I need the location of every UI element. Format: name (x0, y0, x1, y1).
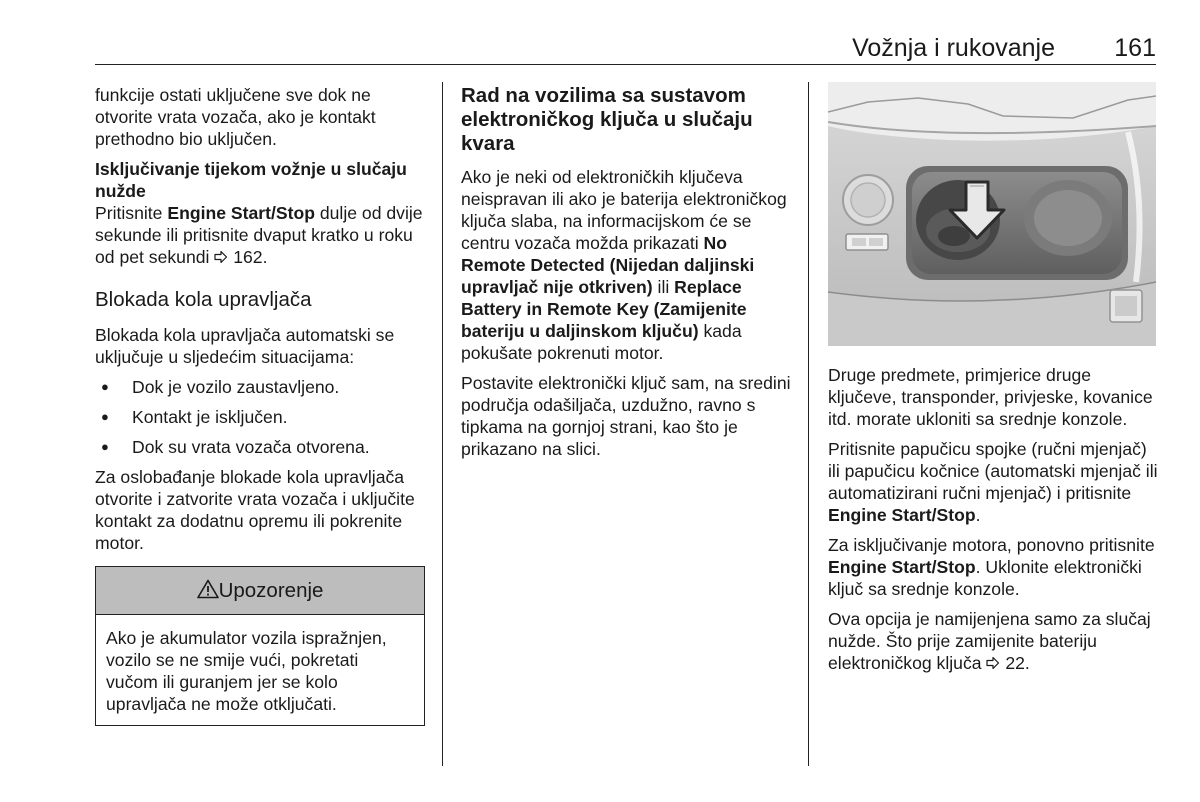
warning-triangle-icon (197, 579, 219, 602)
reference-page[interactable]: 162 (233, 247, 263, 267)
placement-paragraph: Postavite elektronički ključ sam, na sredini područja odašiljača, uzdužno, ravno s tipkama na gornjoj strani, kao što je prikazano na slici. (461, 373, 791, 459)
engine-start-stop-label: Engine Start/Stop (828, 505, 976, 525)
warning-text: Ako je akumulator vozila ispražnjen, vozilo se ne smije vući, pokretati vučom ili guranjem jer se kolo upravljača ne može otključati. (106, 628, 387, 714)
console-key-photo (828, 82, 1156, 346)
no-remote-message: No Remote Detected (Nijedan daljinski upravljač nije otkriven) (461, 233, 755, 297)
remove-objects-paragraph: Druge predmete, primjerice druge ključeve, transponder, privjeske, kovanice itd. morate ukloniti sa srednje konzole. (828, 365, 1153, 429)
emergency-note-paragraph: Ova opcija je namijenjena samo za slučaj nužde. Što prije zamijenite bateriju elektroničkog ključa 22. (828, 609, 1151, 673)
steering-lock-intro: Blokada kola upravljača automatski se uključuje u sljedećim situacijama: (95, 325, 395, 367)
malfunction-paragraph: Ako je neki od elektroničkih ključeva neispravan ili ako je baterija elektroničkog ključa slaba, na informacijskom će se centru vozača možda prikazati No Remote Detected (Nijedan daljinski upravljač nije otkriven) ili Replace Battery in Remote Key (Zamijenite bateriju u daljinskom ključu) kada pokušate pokrenuti motor. (461, 167, 787, 363)
column-2 (461, 84, 796, 468)
release-paragraph: Za oslobađanje blokade kola upravljača otvorite i zatvorite vrata vozača i uključite kontakt za dodatnu opremu ili pokrenite motor. (95, 467, 415, 553)
steering-lock-heading: Blokada kola upravljača (95, 288, 312, 311)
column-1 (95, 84, 425, 726)
engine-start-stop-label: Engine Start/Stop (167, 203, 315, 223)
list-item: ● Dok je vozilo zaustavljeno. (95, 376, 425, 398)
reference-page[interactable]: 22 (1005, 653, 1025, 673)
warning-title: Upozorenje (218, 579, 324, 602)
stop-paragraph: Za isključivanje motora, ponovno pritisnite Engine Start/Stop. Uklonite elektronički ključ sa srednje konzole. (828, 535, 1155, 599)
engine-start-stop-label: Engine Start/Stop (828, 557, 976, 577)
column-3 (828, 364, 1158, 682)
emergency-heading: Isključivanje tijekom vožnje u slučaju nužde (95, 159, 407, 201)
section-title: Vožnja i rukovanje (852, 34, 1055, 62)
condition-list (95, 376, 425, 458)
reference-arrow-icon[interactable] (214, 247, 228, 267)
warning-box (95, 566, 425, 726)
replace-battery-message: Replace Battery in Remote Key (Zamijenite bateriju u daljinskom ključu) (461, 277, 747, 341)
column-divider (808, 82, 809, 766)
header-rule (95, 64, 1156, 65)
reference-arrow-icon[interactable] (986, 653, 1000, 673)
page-number: 161 (1114, 34, 1156, 62)
intro-paragraph: funkcije ostati uključene sve dok ne otvorite vrata vozača, ako je kontakt prethodno bio uključen. (95, 85, 376, 149)
column-divider (442, 82, 443, 766)
emergency-key-heading: Rad na vozilima sa sustavom elektroničkog ključa u slučaju kvara (461, 84, 753, 155)
list-item: ● Kontakt je isključen. (95, 406, 425, 428)
emergency-paragraph: Pritisnite Engine Start/Stop dulje od dvije sekunde ili pritisnite dvaput kratko u roku od pet sekundi 162. (95, 203, 423, 267)
warning-header (96, 567, 424, 615)
start-paragraph: Pritisnite papučicu spojke (ručni mjenjač) ili papučicu kočnice (automatski mjenjač ili automatizirani ručni mjenjač) i pritisnite Engine Start/Stop. (828, 439, 1158, 525)
list-item: ● Dok su vrata vozača otvorena. (95, 436, 425, 458)
